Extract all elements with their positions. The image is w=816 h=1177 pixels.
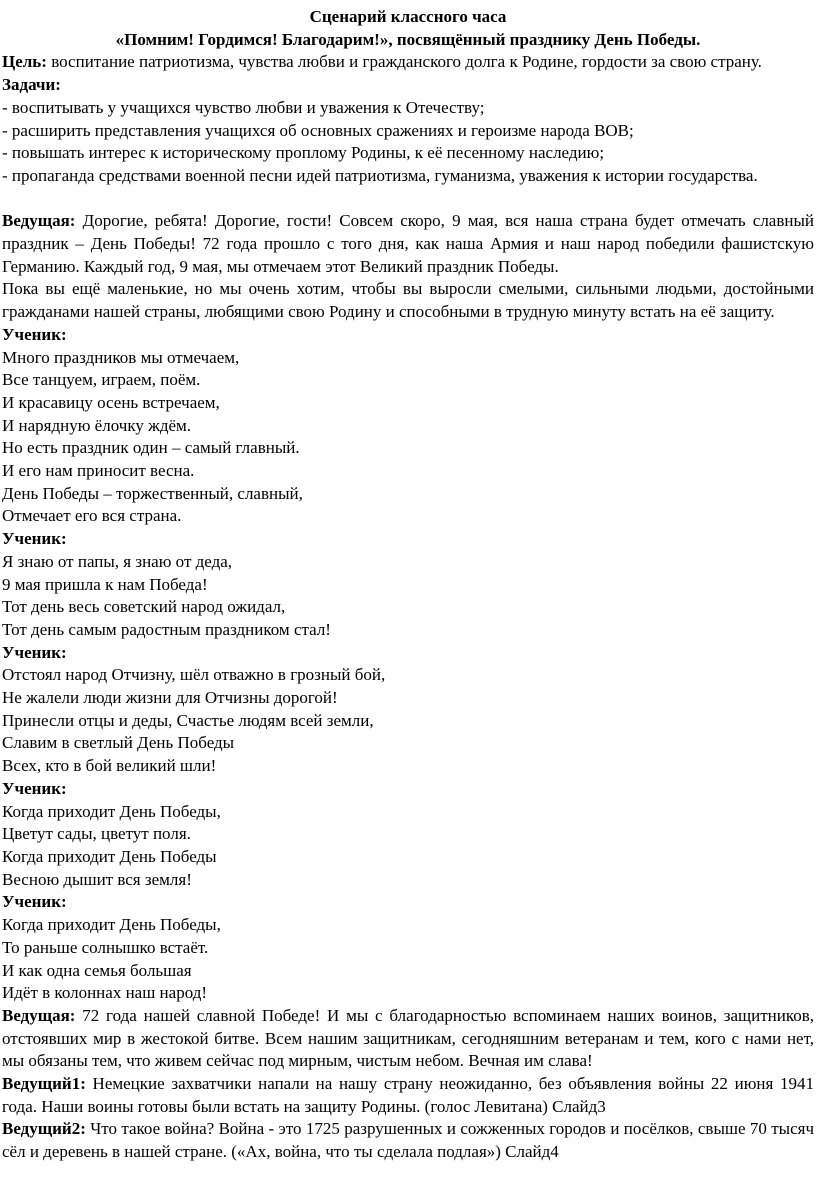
poem-line: Отстоял народ Отчизну, шёл отважно в грозный бой, <box>2 665 386 685</box>
task-item: - повышать интерес к историческому проплому Родины, к её песенному наследию; <box>2 143 605 163</box>
blank-line <box>2 188 814 211</box>
poem-line: Всех, кто в бой великий шли! <box>2 756 217 776</box>
task-item: - пропаганда средствами военной песни идей патриотизма, гуманизма, уважения к истории государства. <box>2 165 758 185</box>
host-speech <box>2 1005 814 1073</box>
host-label: Ведущая: <box>2 211 76 231</box>
poem-line: Отмечает его вся страна. <box>2 506 182 526</box>
host2-label: Ведущий2: <box>2 1119 86 1139</box>
host2-text: Что такое война? Война - это 1725 разрушенных и сожженных городов и посёлков, свыше 70 тысяч сёл и деревень в нашей стране. («Ах, война, что ты сделала подлая») Слайд4 <box>2 1119 814 1162</box>
poem-line: И нарядную ёлочку ждём. <box>2 415 192 435</box>
tasks-label: Задачи: <box>2 75 61 95</box>
document-subtitle: «Помним! Гордимся! Благодарим!», посвящённый празднику День Победы. <box>115 29 701 49</box>
student-label: Ученик: <box>2 778 67 798</box>
poem-line: То раньше солнышко встаёт. <box>2 937 209 957</box>
poem-line: Когда приходит День Победы <box>2 847 217 866</box>
task-item: - расширить представления учащихся об основных сражениях и героизме народа ВОВ; <box>2 120 634 140</box>
poem-line: И его нам приносит весна. <box>2 461 195 481</box>
student-label: Ученик: <box>2 529 67 549</box>
poem-line: Тот день самым радостным праздником стал! <box>2 619 331 639</box>
student-label: Ученик: <box>2 642 67 662</box>
task-item: - воспитывать у учащихся чувство любви и уважения к Отечеству; <box>2 97 485 117</box>
student-label: Ученик: <box>2 892 67 912</box>
poem-line: Идёт в колоннах наш народ! <box>2 983 208 1003</box>
goal-label: Цель: <box>2 52 47 72</box>
goal-text: воспитание патриотизма, чувства любви и гражданского долга к Родине, гордости за свою страну. <box>46 52 762 72</box>
host-label: Ведущая: <box>2 1005 76 1025</box>
poem-line: Я знаю от папы, я знаю от деда, <box>2 551 233 571</box>
poem-line: Славим в светлый День Победы <box>2 733 235 753</box>
host-speech <box>2 210 814 278</box>
host-text: Дорогие, ребята! Дорогие, гости! Совсем скоро, 9 мая, вся наша страна будет отмечать славный праздник – День Победы! 72 года прошло с того дня, как наша Армия и наш народ победили фашистскую Германию. Каждый год, 9 мая, мы отмечаем этот Великий праздник Победы. <box>2 211 814 276</box>
poem-line: Не жалели люди жизни для Отчизны дорогой! <box>2 688 338 708</box>
poem-line: Цветут сады, цветут поля. <box>2 824 191 844</box>
document-title: Сценарий классного часа <box>309 7 507 26</box>
poem-line: Все танцуем, играем, поём. <box>2 370 201 390</box>
host-speech-continued: Пока вы ещё маленькие, но мы очень хотим, чтобы вы выросли смелыми, сильными людьми, достойными гражданами нашей страны, любящими свою Родину и способными в трудную минуту встать на её защиту. <box>2 279 814 322</box>
poem-line: 9 мая пришла к нам Победа! <box>2 574 208 594</box>
host1-speech <box>2 1073 814 1118</box>
poem-line: Много праздников мы отмечаем, <box>2 347 240 367</box>
poem-line: Принесли отцы и деды, Счастье людям всей земли, <box>2 710 374 730</box>
poem-line: И красавицу осень встречаем, <box>2 392 220 412</box>
host1-label: Ведущий1: <box>2 1074 86 1094</box>
poem-line: Тот день весь советский народ ожидал, <box>2 597 286 617</box>
student-label: Ученик: <box>2 324 67 344</box>
goal-paragraph <box>2 51 814 74</box>
poem-line: Когда приходит День Победы, <box>2 915 221 935</box>
host-text: 72 года нашей славной Победе! И мы с благодарностью вспоминаем наших воинов, защитников, отстоявших мир в жестокой битве. Всем нашим защитникам, сегодняшним ветеранам и тем, кого с нами нет, мы обязаны тем, что живем сейчас под мирным, чистым небом. Вечная им слава! <box>2 1005 814 1071</box>
host1-text: Немецкие захватчики напали на нашу страну неожиданно, без объявления войны 22 июня 1941 года. Наши воины готовы были встать на защиту Родины. (голос Левитана) Слайд3 <box>2 1074 814 1116</box>
host2-speech <box>2 1118 814 1163</box>
poem-line: И как одна семья большая <box>2 960 192 980</box>
poem-line: Весною дышит вся земля! <box>2 869 192 889</box>
poem-line: Когда приходит День Победы, <box>2 801 221 821</box>
poem-line: Но есть праздник один – самый главный. <box>2 438 300 458</box>
poem-line: День Победы – торжественный, славный, <box>2 483 303 503</box>
